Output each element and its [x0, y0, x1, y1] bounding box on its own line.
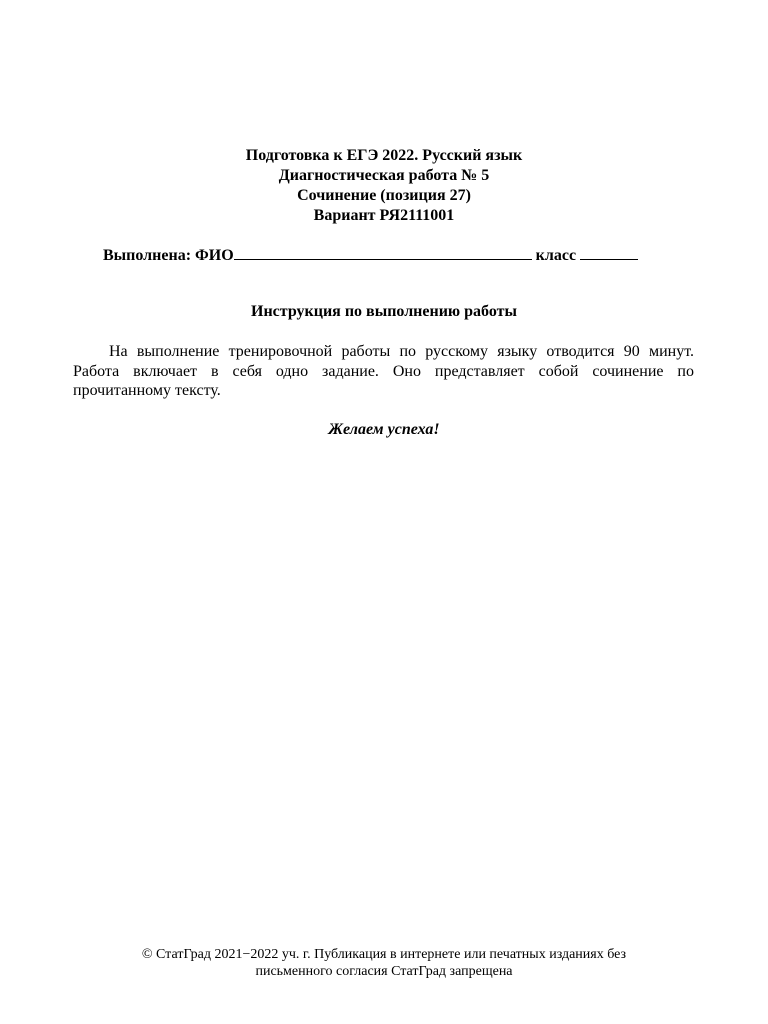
instructions-title: Инструкция по выполнению работы	[251, 303, 517, 320]
good-luck-text: Желаем успеха!	[328, 421, 440, 438]
work-title: Диагностическая работа № 5	[278, 167, 490, 184]
class-blank-field[interactable]	[580, 244, 638, 260]
copyright-footer	[0, 946, 768, 980]
student-info-line	[103, 244, 673, 266]
exam-title: Подготовка к ЕГЭ 2022. Русский язык	[245, 147, 523, 164]
fio-blank-field[interactable]	[234, 244, 532, 260]
class-label: класс	[535, 247, 577, 264]
variant-title: Вариант РЯ2111001	[313, 207, 455, 224]
task-title: Сочинение (позиция 27)	[297, 187, 471, 204]
footer-line-1: © СтатГрад 2021−2022 уч. г. Публикация в интернете или печатных изданиях без	[141, 947, 627, 962]
document-header	[0, 146, 768, 226]
footer-line-2: письменного согласия СтатГрад запрещена	[255, 964, 513, 979]
fio-label: Выполнена: ФИО	[103, 247, 234, 264]
instructions-text: На выполнение тренировочной работы по русскому языку отводится 90 минут. Работа включает в себя одно задание. Оно представляет собой сочинение по прочитанному тексту.	[73, 343, 694, 399]
